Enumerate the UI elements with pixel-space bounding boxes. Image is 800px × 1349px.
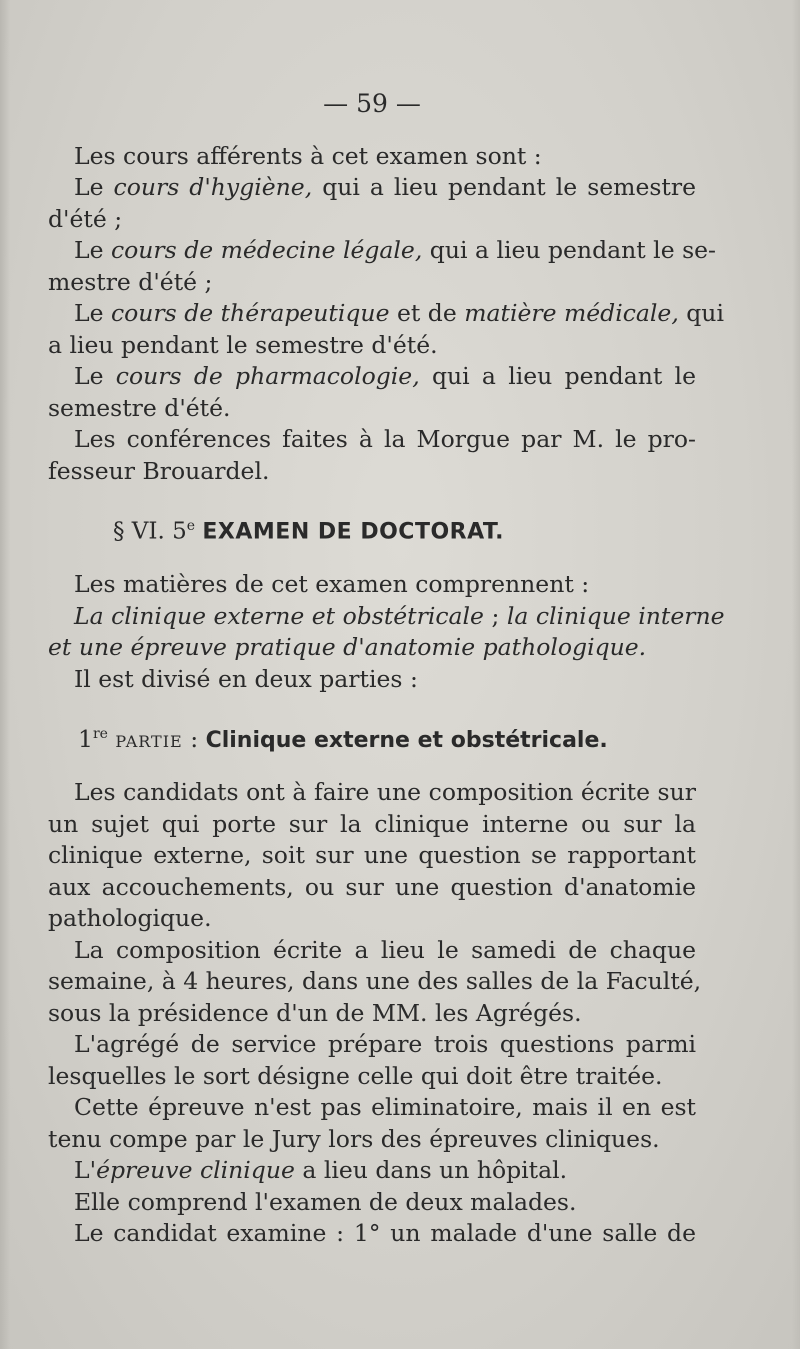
text-line: La clinique externe et obstétricale ; la clinique interne: [74, 601, 725, 630]
text-line: pathologique.: [48, 904, 212, 933]
text-line: un sujet qui porte sur la clinique interne ou sur la: [48, 809, 696, 838]
text-line: Les cours afférents à cet examen sont :: [74, 141, 542, 170]
text-line: sous la présidence d'un de MM. les Agrégés.: [48, 998, 582, 1027]
part-heading: 1re PARTIE : Clinique externe et obstétricale.: [78, 724, 608, 753]
text-line: semestre d'été.: [48, 393, 231, 422]
text-line: et une épreuve pratique d'anatomie pathologique.: [48, 633, 647, 662]
text-line: Les conférences faites à la Morgue par M. le pro-: [74, 425, 696, 453]
text-line: a lieu pendant le semestre d'été.: [48, 330, 438, 359]
text-line: Le cours de pharmacologie, qui a lieu pendant le: [74, 362, 696, 390]
page-number: — 59 —: [323, 89, 421, 118]
text-line: lesquelles le sort désigne celle qui doit être traitée.: [48, 1061, 663, 1090]
text-line: L'agrégé de service prépare trois questions parmi: [74, 1030, 696, 1059]
text-line: tenu compe par le Jury lors des épreuves cliniques.: [48, 1124, 660, 1153]
text-line: L'épreuve clinique a lieu dans un hôpital.: [74, 1156, 568, 1185]
text-line: La composition écrite a lieu le samedi de chaque: [74, 935, 696, 964]
text-line: clinique externe, soit sur une question se rapportant: [48, 841, 696, 870]
text-line: mestre d'été ;: [48, 267, 213, 296]
text-line: Le candidat examine : 1° un malade d'une salle de: [74, 1219, 696, 1248]
text-line: d'été ;: [48, 204, 123, 233]
text-line: semaine, à 4 heures, dans une des salles de la Faculté,: [48, 967, 702, 996]
text-line: Elle comprend l'examen de deux malades.: [74, 1187, 577, 1216]
text-line: Les matières de cet examen comprennent :: [74, 570, 590, 599]
text-line: Il est divisé en deux parties :: [74, 664, 418, 693]
text-line: Le cours d'hygiène, qui a lieu pendant le semestre: [74, 173, 696, 201]
text-line: Cette épreuve n'est pas eliminatoire, mais il en est: [74, 1093, 696, 1122]
text-line: aux accouchements, ou sur une question d'anatomie: [48, 872, 696, 901]
text-line: Le cours de médecine légale, qui a lieu pendant le se-: [74, 236, 716, 264]
page-body: [48, 88, 725, 1250]
text-line: Le cours de thérapeutique et de matière médicale, qui: [74, 299, 724, 327]
text-line: fesseur Brouardel.: [48, 456, 270, 485]
section-heading: § VI. 5e EXAMEN DE DOCTORAT.: [113, 518, 504, 545]
text-line: Les candidats ont à faire une composition écrite sur: [74, 778, 696, 807]
